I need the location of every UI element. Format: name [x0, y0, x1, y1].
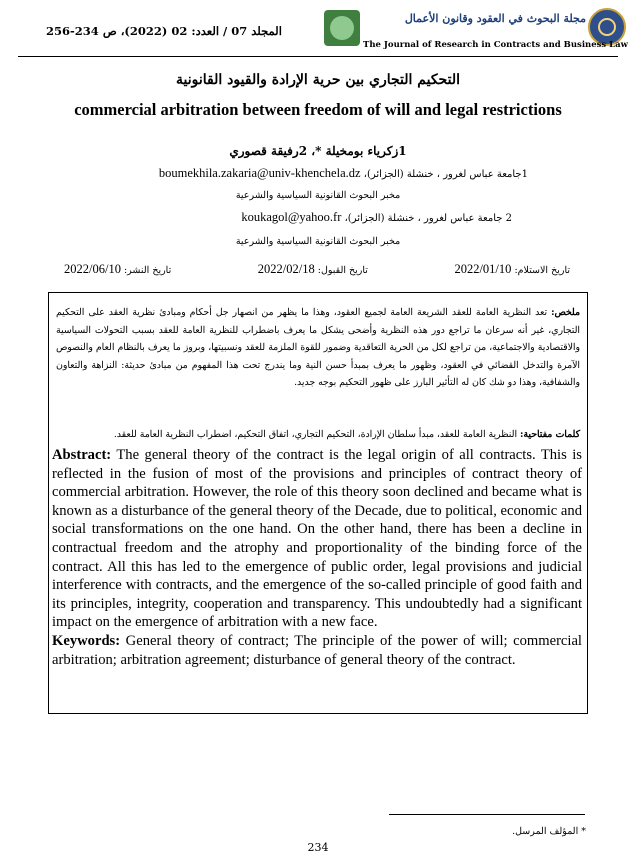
paper-title-en: commercial arbitration between freedom of will and legal restrictions	[74, 100, 562, 119]
keywords-ar	[56, 428, 580, 442]
affiliation-1-email[interactable]: boumekhila.zakaria@univ-khenchela.dz	[158, 166, 361, 180]
footnote-divider	[389, 814, 585, 815]
volume-info: المجلد 07 / العدد: 02 (2022)، ص 234-256	[46, 24, 282, 38]
page-number: 234	[307, 841, 329, 854]
keywords-en-label: Keywords:	[52, 632, 121, 649]
footnote: * المؤلف المرسل.	[512, 826, 586, 837]
affiliation-2-lab: مخبر البحوث القانونية السياسية والشرعية	[235, 236, 401, 247]
affiliation-2	[241, 210, 512, 225]
paper-title-ar: التحكيم التجاري بين حرية الإرادة والقيود القانونية	[176, 72, 460, 88]
header-divider	[18, 56, 618, 57]
abstract-en-text: The general theory of the contract is the legal origin of all contracts. This is reflected in the fusion of most of the provisions and principles of contract theory of commercial arbitration. However, the role of this theory soon declined and became what is known as a disturbance of the general theory of the Decade, due to political, economic and social transformations on the one hand. On the other hand, there has been a decline in contractual freedom and the atrophy and proportionality of the binding force of the contract. All this has led to the emergence of public order, legal provisions and judicial interference with contracts, and the emergence of the so-called principle of good faith and its principles, integrity, cooperation and transparency. This undoubtedly had a significant impact on the emergence of arbitration with a new face.	[52, 447, 582, 631]
date-accepted: تاريخ القبول: 2022/02/18	[257, 262, 368, 276]
abstract-en-label: Abstract:	[52, 447, 112, 463]
journal-title-en: The Journal of Research in Contracts and Business Law	[363, 40, 628, 50]
affiliation-1-lab: مخبر البحوث القانونية السياسية والشرعية	[235, 190, 401, 201]
university-logo	[324, 10, 360, 46]
authors: 1زكرياء بومخيلة *، 2رفيقة قصوري	[229, 144, 407, 158]
dates-row	[64, 262, 570, 277]
abstract-en	[52, 446, 582, 669]
date-published: تاريخ النشر: 2022/06/10	[64, 262, 172, 276]
abstract-ar	[56, 304, 580, 392]
affiliation-1	[159, 166, 528, 181]
date-received: تاريخ الاستلام: 2022/01/10	[454, 262, 570, 276]
journal-title-ar: مجلة البحوث في العقود وقانون الأعمال	[404, 12, 586, 25]
abstract-ar-text: تعد النظرية العامة للعقد الشريعة العامة لجميع العقود، وهذا ما يظهر من انصهار جل أحكام ومبادئ نظرية العقد على التحكيم التجاري، غير أنه سرعان ما تراجع دور هذه النظرية وأضحى يشكل ما يعرف باضطراب للنظرية العامة للعقد بسبب التحولات السياسية والاقتصادية والاجتماعية، من تراجع لكل من الحرية التعاقدية وضمور للقوة الملزمة للعقد ونسبيتها، وبروز ما يعرف بالنظام العام والنصوص الآمرة والتدخل القضائي في العقود، وظهور ما يعرف بمبدأ حسن النية وما يندرج تحت هذا المفهوم من مبادئ حديثة: النزاهة والتعاون والشفافية، وهذا دو شك كان له التأثير البارز على ظهور التحكيم بوجه جديد.	[56, 307, 580, 389]
affiliation-2-email[interactable]: koukagol@yahoo.fr	[241, 210, 342, 224]
keywords-ar-text: النظرية العامة للعقد، مبدأ سلطان الإرادة، التحكيم التجاري، اتفاق التحكيم، اضطراب النظرية العامة للعقد.	[113, 429, 518, 440]
keywords-en-text: General theory of contract; The principle of the power of will; commercial arbitration; arbitration agreement; disturbance of general theory of the contract.	[52, 632, 582, 668]
keywords-ar-label: كلمات مفتاحية:	[520, 429, 580, 440]
affiliation-1-text: 1جامعة عباس لغرور ، خنشلة (الجزائر)،	[363, 169, 528, 180]
affiliation-2-text: 2 جامعة عباس لغرور ، خنشلة (الجزائر)،	[344, 213, 512, 224]
abstract-ar-label: ملخص:	[551, 307, 580, 318]
